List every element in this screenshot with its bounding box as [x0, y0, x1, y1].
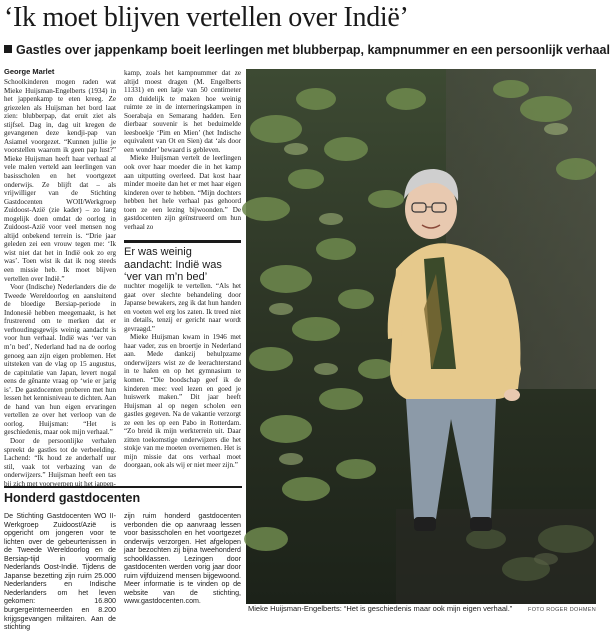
pull-quote: Er was weinig aandacht: Indië was ‘ver van m’n bed’ [124, 240, 241, 284]
paragraph: Mieke Huijsman kwam in 1946 met haar vader, zus en broertje in Nederland aan. Mede dankzij behulpzame onderwijzers wist ze de leerachterstand in te halen en op het gymnasium te komen. “Die boodschap geef ik de kinderen mee: veel lezen en goed je huiswerk maken.” Dit jaar heeft Huijsman al op negen scholen een gastles gegeven. Na de vakantie verzorgt ze een les op een Pabo in Rotterdam. “Zo breid ik mijn werkterrein uit. Daar zitten toekomstige onderwijzers die het stokje van me moeten overnemen. Het is mijn missie dat ons verhaal moet doorgaan, ook als wij er niet meer zijn.” [124, 333, 241, 470]
paragraph: Schoolkinderen mogen raden wat Mieke Huijsman-Engelberts (1934) in het jappenkamp te eten kreeg. Ze griezelen als Huijsman het bord laat zien: blubberpap, dat eruit ziet als stijfsel. Dag in, dag uit kregen de gevangenen deze kendji-pap van Asiamel voorgezet. “Kunnen jullie je voorstellen waarom ik geen pap lust?” Mieke Huijsman heeft haar verhaal al vele malen verteld aan leerlingen van basisscholen en het voortgezet onderwijs. Ze blijft dat – als vrijwilliger van de Stichting Gastdocenten WOII/Werkgroep Zuidoost-Azië (zie kader) – zo lang mogelijk doen omdat de oorlog in Zuidoost-Azië voor veel mensen nog altijd onbekend terrein is. “Drie jaar geleden zei een vrouw tegen me: ‘Ik wist niet dat het in Indië ook zo erg was’. Toen wist ik dat ik nog steeds een missie heb. Ik moet blijven vertellen over Indië.” [4, 78, 116, 283]
photo-credit: FOTO ROGER DOHMEN [528, 607, 596, 613]
box-heading: Honderd gastdocenten [4, 491, 141, 505]
bullet-square-icon [4, 45, 12, 53]
paragraph: Voor (Indische) Nederlanders die de Tweede Wereldoorlog en aansluitend de bloedige Bersiap-periode in Indonesië hebben meegemaakt, is het frustrerend om te merken dat er verhoudingsgewijs weinig aandacht is voor hun verhaal. Indië was ‘ver van m’n bed’, Nederland had na de oorlog genoeg aan zijn eigen problemen. Het uitsteken van de vlag op 15 augustus, de capitulatie van Japan, levert nogal eens de gênante vraag op ‘wie er jarig is’. De gastdocenten proberen met hun lessen het kennisniveau te dichten. Aan de hand van hun eigen ervaringen vertellen ze over het verloop van de oorlog. Huijsman: “Het is geschiedenis, maar ook mijn verhaal.” [4, 283, 116, 437]
photo-caption: Mieke Huijsman-Engelberts: “Het is geschiedenis maar ook mijn eigen verhaal.” [248, 604, 513, 613]
box-column-1: De Stichting Gastdocenten WO II-Werkgroep Zuidoost/Azië is opgericht om jongeren voor te lichten over de gebeurtenissen in de Tweede Wereldoorlog en de Bersiap-tijd in voormalig Nederlands Oost-Indië. Tijdens de Japanse bezetting zijn ruim 25.000 Nederlanders en Indische Nederlanders om het leven gekomen: 16.800 burgergeïnterneerden en 8.200 krijgsgevangen militairen. Aan de stichting [4, 512, 116, 632]
subheadline [4, 42, 610, 58]
headline: ‘Ik moet blijven vertellen over Indië’ [4, 2, 409, 33]
article-column-2 [124, 69, 241, 237]
box-column-2: zijn ruim honderd gastdocenten verbonden die op aanvraag lessen voor basisscholen en het voortgezet onderwijs verzorgen. Het afgelopen jaar bezochten zij bijna tweehonderd schoolklassen. Lezingen door gastdocenten werden vorig jaar door ruim vijfduizend mensen bijgewoond. Meer informatie is te vinden op de website van de stichting, www.gastdocenten.com. [124, 512, 241, 606]
garden-photo [246, 69, 596, 604]
article-column-2-continued [124, 282, 241, 487]
subheadline-text: Gastles over jappenkamp boeit leerlingen met blubberpap, kampnummer en een persoonlijk verhaal [16, 43, 610, 57]
paragraph: Door de persoonlijke verhalen spreekt de gastles tot de verbeelding. Lachend: “Ik houd ze anderhalf uur stil, vaak tot verbazing van de onderwijzers.” Huijsman heeft een tas bij zich met voorwerpen uit het jappen- [4, 436, 116, 488]
paragraph: Mieke Huijsman vertelt de leerlingen ook over haar moeder die in het kamp aan uitputting overleed. Dat kost haar minder moeite dan het er met haar eigen kinderen over te hebben. “Mijn dochters hebben het hele verhaal pas gehoord toen ze een lezing bijwoonden.” De gastdocenten zijn geïnstrueerd om hun verhaal zo [124, 154, 241, 231]
photo-portrait [246, 69, 596, 604]
article-column-1 [4, 78, 116, 488]
paragraph: kamp, zoals het kampnummer dat ze altijd moest dragen (M. Engelberts 11331) en een latje van 50 centimeter om duidelijk te maken hoe weinig ruimte ze in de interneringskampen in Soerabaja en Semarang hadden. Een dierbaar souvenir is het beduimelde leesboekje ‘Pim en Mien’ (het Indische equivalent van Ot en Sien) dat ‘als door een wonder’ bewaard is gebleven. [124, 69, 241, 154]
paragraph: nuchter mogelijk te vertellen. “Als het gaat over slechte behandeling door Japanse bewakers, zeg ik dat hun handen en voeten wel erg los zaten. Ik treed niet in details, tenzij er gericht naar wordt gevraagd.” [124, 282, 241, 333]
byline: George Marlet [4, 67, 55, 76]
